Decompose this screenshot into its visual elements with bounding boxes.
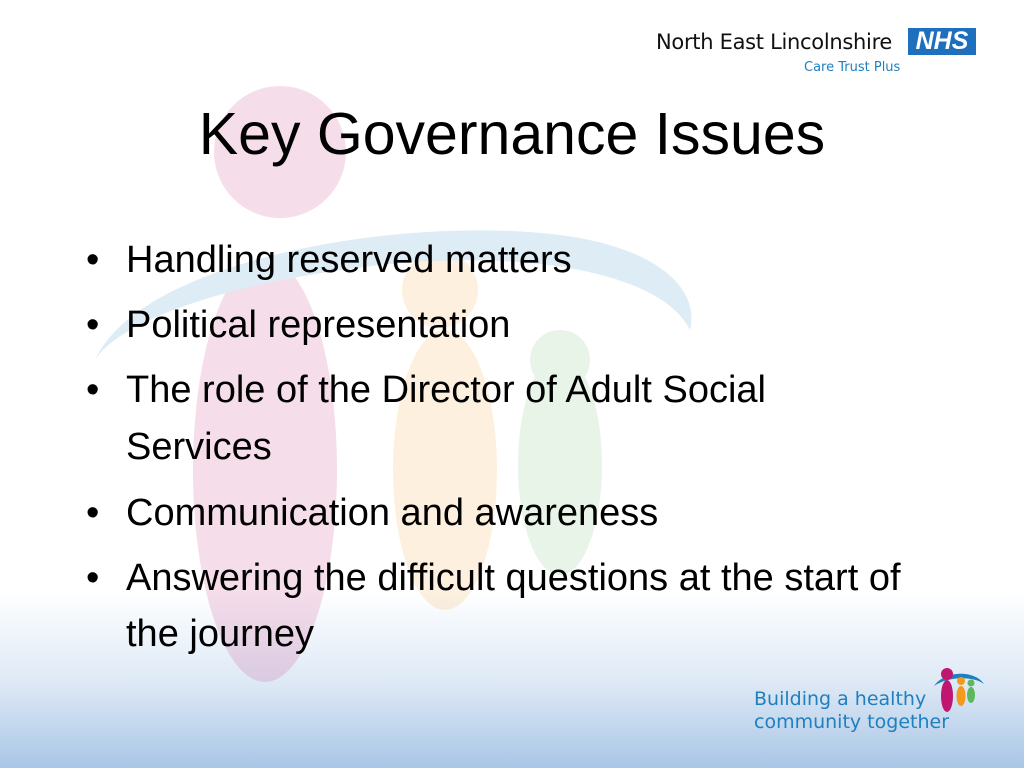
organisation-name: North East Lincolnshire — [656, 30, 893, 54]
bullet-item: • Handling reserved matters — [86, 232, 916, 288]
bullet-icon: • — [86, 239, 100, 281]
bullet-item: • Answering the difficult questions at the start of the journey — [86, 550, 916, 662]
bullet-icon: • — [86, 369, 100, 411]
bullet-item: • Political representation — [86, 297, 916, 353]
footer-tagline: Building a healthy community together — [754, 688, 950, 733]
slide-title: Key Governance Issues — [198, 101, 826, 167]
bullet-list — [86, 232, 916, 671]
bullet-item: • The role of the Director of Adult Social Services — [86, 362, 916, 476]
organisation-subtitle: Care Trust Plus — [804, 60, 901, 75]
bullet-icon: • — [86, 492, 100, 534]
community-figures-logo — [930, 664, 986, 716]
bullet-icon: • — [86, 304, 100, 346]
nhs-logo: NHS — [908, 28, 976, 55]
bullet-icon: • — [86, 557, 100, 599]
bullet-item: • Communication and awareness — [86, 485, 916, 541]
